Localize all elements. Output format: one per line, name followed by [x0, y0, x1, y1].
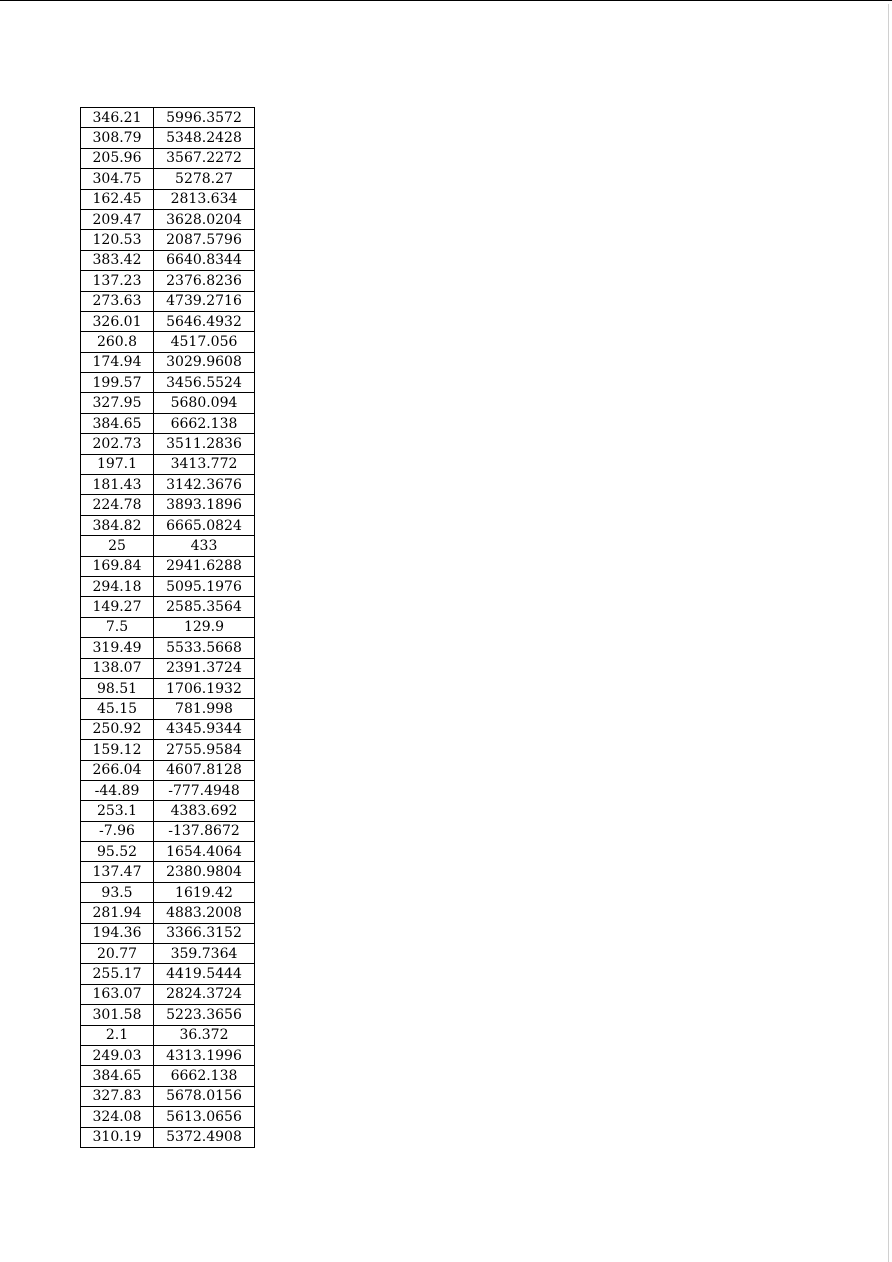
- table-row: [81, 291, 255, 311]
- cell-col-b: 4517.056: [154, 332, 255, 352]
- table-row: [81, 556, 255, 576]
- cell-col-b: 4345.9344: [154, 719, 255, 739]
- cell-col-b: 6662.138: [154, 1066, 255, 1086]
- cell-col-a: 253.1: [81, 801, 154, 821]
- cell-col-a: 162.45: [81, 189, 154, 209]
- cell-col-b: 6640.8344: [154, 250, 255, 270]
- table-row: [81, 719, 255, 739]
- cell-col-b: 3456.5524: [154, 373, 255, 393]
- cell-col-b: 5533.5668: [154, 638, 255, 658]
- cell-col-b: 359.7364: [154, 944, 255, 964]
- cell-col-b: 2376.8236: [154, 271, 255, 291]
- table-row: [81, 169, 255, 189]
- table-row: [81, 597, 255, 617]
- cell-col-a: 174.94: [81, 352, 154, 372]
- table-row: [81, 780, 255, 800]
- table-row: [81, 393, 255, 413]
- table-row: [81, 576, 255, 596]
- cell-col-b: 2391.3724: [154, 658, 255, 678]
- cell-col-a: 255.17: [81, 964, 154, 984]
- table-row: [81, 454, 255, 474]
- cell-col-a: 273.63: [81, 291, 154, 311]
- cell-col-b: 6665.0824: [154, 515, 255, 535]
- table-row: [81, 495, 255, 515]
- page-right-edge: [888, 4, 889, 1262]
- cell-col-b: 5223.3656: [154, 1005, 255, 1025]
- cell-col-b: 3142.3676: [154, 475, 255, 495]
- cell-col-b: 4607.8128: [154, 760, 255, 780]
- cell-col-a: 149.27: [81, 597, 154, 617]
- cell-col-b: 5095.1976: [154, 576, 255, 596]
- cell-col-b: 2941.6288: [154, 556, 255, 576]
- cell-col-b: 6662.138: [154, 413, 255, 433]
- table-row: [81, 352, 255, 372]
- cell-col-b: 5372.4908: [154, 1127, 255, 1147]
- table-row: [81, 209, 255, 229]
- table-row: [81, 230, 255, 250]
- cell-col-a: 25: [81, 536, 154, 556]
- table-row: [81, 801, 255, 821]
- cell-col-a: 250.92: [81, 719, 154, 739]
- cell-col-a: 304.75: [81, 169, 154, 189]
- cell-col-a: 308.79: [81, 128, 154, 148]
- cell-col-a: 169.84: [81, 556, 154, 576]
- table-row: [81, 984, 255, 1004]
- cell-col-a: 45.15: [81, 699, 154, 719]
- cell-col-b: 1619.42: [154, 882, 255, 902]
- cell-col-a: 281.94: [81, 903, 154, 923]
- table-row: [81, 1086, 255, 1106]
- table-row: [81, 964, 255, 984]
- cell-col-b: 3413.772: [154, 454, 255, 474]
- table-row: [81, 740, 255, 760]
- cell-col-a: 2.1: [81, 1025, 154, 1045]
- table-row: [81, 1025, 255, 1045]
- table-row: [81, 658, 255, 678]
- cell-col-a: 383.42: [81, 250, 154, 270]
- table-row: [81, 1066, 255, 1086]
- table-row: [81, 311, 255, 331]
- cell-col-b: 4739.2716: [154, 291, 255, 311]
- table-row: [81, 903, 255, 923]
- cell-col-a: 266.04: [81, 760, 154, 780]
- cell-col-a: 384.65: [81, 1066, 154, 1086]
- table-row: [81, 250, 255, 270]
- table-row: [81, 638, 255, 658]
- cell-col-b: 129.9: [154, 617, 255, 637]
- table-row: [81, 271, 255, 291]
- cell-col-b: 4383.692: [154, 801, 255, 821]
- table-row: [81, 678, 255, 698]
- cell-col-a: 197.1: [81, 454, 154, 474]
- cell-col-a: 138.07: [81, 658, 154, 678]
- data-table: [80, 107, 255, 1148]
- cell-col-a: 310.19: [81, 1127, 154, 1147]
- cell-col-a: -44.89: [81, 780, 154, 800]
- cell-col-a: 194.36: [81, 923, 154, 943]
- table-row: [81, 617, 255, 637]
- cell-col-b: 2585.3564: [154, 597, 255, 617]
- cell-col-b: 1654.4064: [154, 842, 255, 862]
- cell-col-b: 3893.1896: [154, 495, 255, 515]
- table-row: [81, 413, 255, 433]
- cell-col-b: 4883.2008: [154, 903, 255, 923]
- cell-col-a: 137.23: [81, 271, 154, 291]
- cell-col-b: 4313.1996: [154, 1045, 255, 1065]
- cell-col-a: 224.78: [81, 495, 154, 515]
- cell-col-a: 209.47: [81, 209, 154, 229]
- cell-col-b: 3511.2836: [154, 434, 255, 454]
- cell-col-a: 384.65: [81, 413, 154, 433]
- page-top-rule: [0, 0, 892, 1]
- cell-col-b: 5278.27: [154, 169, 255, 189]
- table-row: [81, 760, 255, 780]
- cell-col-a: 346.21: [81, 108, 154, 128]
- table-row: [81, 1045, 255, 1065]
- cell-col-a: 137.47: [81, 862, 154, 882]
- table-row: [81, 475, 255, 495]
- table-row: [81, 842, 255, 862]
- cell-col-a: 205.96: [81, 148, 154, 168]
- cell-col-b: 5646.4932: [154, 311, 255, 331]
- table-row: [81, 821, 255, 841]
- table-row: [81, 699, 255, 719]
- table-row: [81, 148, 255, 168]
- table-row: [81, 944, 255, 964]
- cell-col-b: 5678.0156: [154, 1086, 255, 1106]
- cell-col-a: 301.58: [81, 1005, 154, 1025]
- cell-col-a: 319.49: [81, 638, 154, 658]
- cell-col-b: -137.8672: [154, 821, 255, 841]
- cell-col-a: 326.01: [81, 311, 154, 331]
- cell-col-a: 95.52: [81, 842, 154, 862]
- cell-col-b: 5996.3572: [154, 108, 255, 128]
- table-row: [81, 515, 255, 535]
- cell-col-a: 260.8: [81, 332, 154, 352]
- cell-col-b: 2824.3724: [154, 984, 255, 1004]
- cell-col-a: 181.43: [81, 475, 154, 495]
- table-row: [81, 108, 255, 128]
- cell-col-b: 1706.1932: [154, 678, 255, 698]
- cell-col-a: 98.51: [81, 678, 154, 698]
- cell-col-b: 3366.3152: [154, 923, 255, 943]
- cell-col-a: 163.07: [81, 984, 154, 1004]
- cell-col-b: 5348.2428: [154, 128, 255, 148]
- table-row: [81, 882, 255, 902]
- cell-col-b: 2813.634: [154, 189, 255, 209]
- table-row: [81, 536, 255, 556]
- cell-col-a: 324.08: [81, 1107, 154, 1127]
- table-row: [81, 332, 255, 352]
- table-row: [81, 923, 255, 943]
- cell-col-b: 781.998: [154, 699, 255, 719]
- cell-col-a: 249.03: [81, 1045, 154, 1065]
- table-body: [81, 108, 255, 1148]
- cell-col-a: 384.82: [81, 515, 154, 535]
- cell-col-b: 433: [154, 536, 255, 556]
- table-row: [81, 862, 255, 882]
- cell-col-a: 7.5: [81, 617, 154, 637]
- cell-col-b: 5613.0656: [154, 1107, 255, 1127]
- cell-col-a: 93.5: [81, 882, 154, 902]
- cell-col-b: 2380.9804: [154, 862, 255, 882]
- table-row: [81, 434, 255, 454]
- cell-col-b: 5680.094: [154, 393, 255, 413]
- table-row: [81, 1107, 255, 1127]
- cell-col-b: 3628.0204: [154, 209, 255, 229]
- cell-col-b: -777.4948: [154, 780, 255, 800]
- cell-col-a: 20.77: [81, 944, 154, 964]
- cell-col-a: 202.73: [81, 434, 154, 454]
- table-row: [81, 1005, 255, 1025]
- table-row: [81, 128, 255, 148]
- cell-col-b: 2755.9584: [154, 740, 255, 760]
- cell-col-b: 3029.9608: [154, 352, 255, 372]
- table-row: [81, 373, 255, 393]
- cell-col-b: 3567.2272: [154, 148, 255, 168]
- cell-col-a: -7.96: [81, 821, 154, 841]
- table-row: [81, 1127, 255, 1147]
- cell-col-a: 294.18: [81, 576, 154, 596]
- cell-col-b: 36.372: [154, 1025, 255, 1045]
- cell-col-a: 120.53: [81, 230, 154, 250]
- cell-col-a: 199.57: [81, 373, 154, 393]
- cell-col-a: 159.12: [81, 740, 154, 760]
- cell-col-a: 327.83: [81, 1086, 154, 1106]
- cell-col-b: 4419.5444: [154, 964, 255, 984]
- cell-col-b: 2087.5796: [154, 230, 255, 250]
- cell-col-a: 327.95: [81, 393, 154, 413]
- table-row: [81, 189, 255, 209]
